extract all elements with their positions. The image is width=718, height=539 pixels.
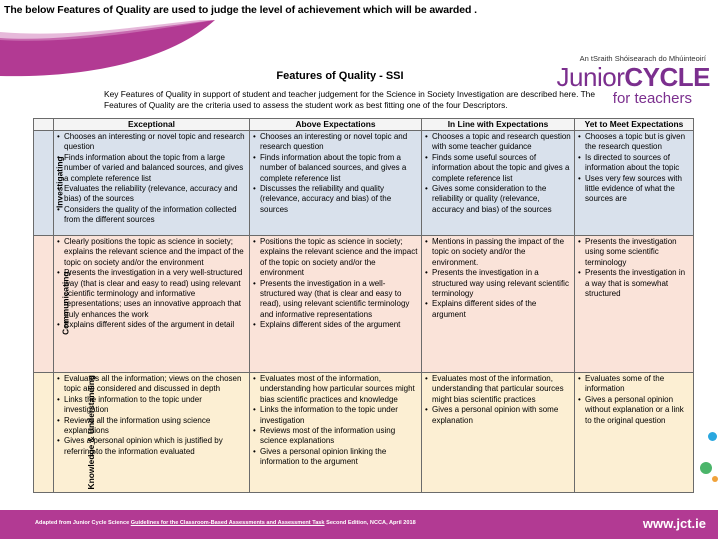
decorative-dot <box>712 476 718 482</box>
criteria-item: • Chooses a topic but is given the research question <box>578 132 690 153</box>
table-row <box>34 236 694 373</box>
criteria-item: • Explains different sides of the argument <box>425 299 571 320</box>
logo-word-light: Junior <box>556 62 625 92</box>
criteria-item: • Gives a personal opinion with some explanation <box>425 405 571 426</box>
logo-irish-text: An tSraith Shóisearach do Mhúinteoirí <box>579 54 706 63</box>
row-header-label: Knowledge & Understanding <box>86 374 97 490</box>
table-row <box>34 131 694 236</box>
criteria-cell <box>422 373 575 493</box>
criteria-item: • Finds information about the topic from a number of balanced sources, and gives a complete reference list <box>253 153 418 184</box>
criteria-list <box>425 132 571 215</box>
footer-bar <box>0 510 718 539</box>
credit-link[interactable]: Guidelines for the Classroom-Based Assessments and Assessment Task <box>130 520 325 526</box>
criteria-cell <box>422 236 575 373</box>
criteria-item: • Reviews all the information using science explanations <box>57 416 246 437</box>
criteria-item: • Discusses the reliability and quality (relevance, accuracy and bias) of the sources <box>253 184 418 215</box>
criteria-item: • Evaluates all the information; views on the chosen topic are considered and discussed in depth <box>57 374 246 395</box>
column-header: In Line with Expectations <box>422 119 575 131</box>
row-header <box>34 236 71 373</box>
decorative-swoosh <box>0 20 220 80</box>
criteria-item: • Presents the investigation in a way that is somewhat structured <box>578 268 690 299</box>
criteria-list <box>578 132 690 205</box>
row-header <box>34 131 65 236</box>
table-row <box>34 373 694 493</box>
criteria-item: • Evaluates most of the information, understanding how particular sources might bias scientific practices and knowledge <box>253 374 418 405</box>
logo-word-bold: CYCLE <box>624 62 710 92</box>
criteria-item: • Chooses a topic and research question with some teacher guidance <box>425 132 571 153</box>
criteria-item: • Evaluates most of the information, understanding that particular sources might bias scientific practices <box>425 374 571 405</box>
criteria-item: • Positions the topic as science in society; explains the relevant science and the impact of the topic on society and/or the environment <box>253 237 418 279</box>
criteria-list <box>425 237 571 320</box>
decorative-dot <box>708 432 717 441</box>
column-header: Exceptional <box>54 119 250 131</box>
criteria-item: • Gives a personal opinion which is justified by referring to the information evaluated <box>57 436 246 457</box>
criteria-list <box>57 237 246 331</box>
decorative-dot <box>700 462 712 474</box>
criteria-item: • Explains different sides of the argument <box>253 320 418 330</box>
corner-cell <box>34 119 54 131</box>
row-header-label: Communicating <box>60 271 71 336</box>
logo-subline: for teachers <box>612 90 692 107</box>
criteria-cell <box>250 373 422 493</box>
criteria-item: • Presents the investigation in a well-structured way (that is clear and easy to read), using relevant scientific terminology and informative representations <box>253 279 418 321</box>
criteria-item: • Mentions in passing the impact of the topic on society and/or the environment. <box>425 237 571 268</box>
website-link[interactable]: www.jct.ie <box>642 516 706 531</box>
criteria-item: • Chooses an interesting or novel topic and research question <box>57 132 246 153</box>
criteria-list <box>253 374 418 468</box>
criteria-item: • Gives a personal opinion without explanation or a link to the original question <box>578 395 690 426</box>
criteria-cell <box>575 131 694 236</box>
table-header-row <box>34 119 694 131</box>
criteria-item: • Finds some useful sources of information about the topic and gives a complete reference list <box>425 153 571 184</box>
criteria-cell <box>575 236 694 373</box>
criteria-cell <box>250 236 422 373</box>
credit-suffix: Second Edition, NCCA, April 2018 <box>324 520 416 526</box>
column-header: Yet to Meet Expectations <box>575 119 694 131</box>
criteria-item: • Finds information about the topic from a large number of varied and balanced sources, and gives a complete reference list <box>57 153 246 184</box>
criteria-cell <box>250 131 422 236</box>
criteria-item: • Presents the investigation in a structured way using relevant scientific terminology <box>425 268 571 299</box>
credit-prefix: Adapted from Junior Cycle Science <box>35 520 131 526</box>
criteria-list <box>425 374 571 426</box>
criteria-cell <box>422 131 575 236</box>
criteria-item: • Evaluates some of the information <box>578 374 690 395</box>
column-header: Above Expectations <box>250 119 422 131</box>
criteria-cell <box>54 373 250 493</box>
criteria-list <box>253 237 418 331</box>
criteria-item: • Presents the investigation in a very well-structured way (that is clear and easy to read) using relevant scientific terminology and informative representations; uses an innovative approach that truly enhances the work <box>57 268 246 320</box>
criteria-list <box>54 132 246 226</box>
intro-text: Key Features of Quality in support of student and teacher judgement for the Science in Society Investigation are described here. The Features of Quality are the criteria used to assess the student work as best fitting one of the four Descriptors. <box>104 89 596 110</box>
criteria-cell <box>575 373 694 493</box>
criteria-item: • Explains different sides of the argument in detail <box>57 320 246 330</box>
criteria-item: • Uses very few sources with little evidence of what the sources are <box>578 174 690 205</box>
criteria-item: • Gives a personal opinion linking the information to the argument <box>253 447 418 468</box>
criteria-cell <box>54 131 250 236</box>
criteria-cell <box>54 236 250 373</box>
criteria-list <box>578 374 690 426</box>
criteria-list <box>253 132 418 215</box>
criteria-list <box>57 374 246 457</box>
criteria-item: • Links the information to the topic under investigation <box>57 395 246 416</box>
criteria-item: • Links the information to the topic under investigation <box>253 405 418 426</box>
criteria-item: • Chooses an interesting or novel topic and research question <box>253 132 418 153</box>
criteria-item: • Gives some consideration to the reliability or quality (relevance, accuracy and bias) of the sources <box>425 184 571 215</box>
row-header <box>34 373 97 493</box>
page-heading: The below Features of Quality are used to judge the level of achievement which will be awarded . <box>4 4 477 16</box>
footer-credit <box>35 520 416 526</box>
document-title: Features of Quality - SSI <box>276 70 404 82</box>
criteria-item: • Considers the quality of the information collected from the different sources <box>57 205 246 226</box>
criteria-item: • Is directed to sources of information about the topic <box>578 153 690 174</box>
criteria-item: • Clearly positions the topic as science in society; explains the relevant science and the impact of the topic on society and/or the environment <box>57 237 246 268</box>
features-of-quality-table <box>33 118 694 493</box>
row-header-label: Investigating <box>54 156 65 209</box>
logo-wordmark <box>550 63 710 91</box>
criteria-item: • Presents the investigation using some scientific terminology <box>578 237 690 268</box>
criteria-list <box>578 237 690 299</box>
criteria-item: • Evaluates the reliability (relevance, accuracy and bias) of the sources <box>57 184 246 205</box>
criteria-item: • Reviews most of the information using science explanations <box>253 426 418 447</box>
